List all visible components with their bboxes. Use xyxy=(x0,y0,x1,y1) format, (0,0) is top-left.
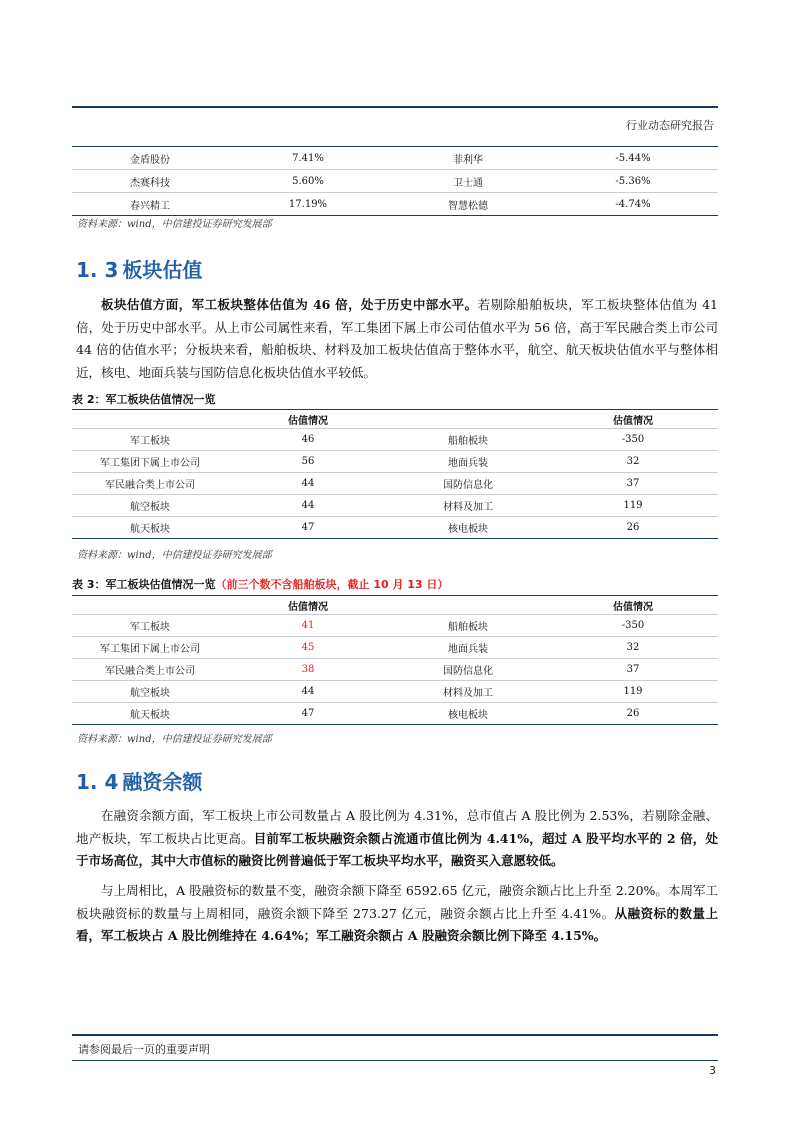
table-row xyxy=(72,517,718,539)
weekly-summary-bold: 从融资标的数量上看，军工板块占 A 股比例维持在 4.64%；军工融资余额占 A 股融资余额比例下降至 4.15%。 xyxy=(76,905,718,943)
sector-name: 国防信息化 xyxy=(388,659,548,681)
table-row xyxy=(72,659,718,681)
sector-name: 航天板块 xyxy=(72,517,228,539)
margin-detail: 在融资余额方面，军工板块上市公司数量占 A 股比例为 4.31%，总市值占 A 股比例为 2.53%，若剔除金融、地产板块，军工板块占比更高。 xyxy=(76,808,718,846)
margin-summary-bold: 目前军工板块融资余额占流通市值比例为 4.41%，超过 A 股平均水平的 2 倍，处于市场高位，其中大市值标的融资比例普遍低于军工板块平均水平，融资买入意愿较低。 xyxy=(76,830,718,868)
table3-caption-title: 表 3：军工板块估值情况一览 xyxy=(72,578,216,591)
valuation-paragraph xyxy=(76,294,718,384)
section-number: 1. 4 xyxy=(76,770,119,794)
table-row xyxy=(72,451,718,473)
valuation-table xyxy=(72,409,718,539)
table-row xyxy=(72,193,718,216)
pe-value-highlight: 38 xyxy=(228,659,388,681)
sector-name: 地面兵装 xyxy=(388,637,548,659)
pe-value: 32 xyxy=(548,637,718,659)
report-type-label: 行业动态研究报告 xyxy=(626,119,714,132)
sector-name: 军民融合类上市公司 xyxy=(72,473,228,495)
header-cell xyxy=(388,410,548,429)
table-row xyxy=(72,637,718,659)
header-cell xyxy=(72,410,228,429)
header-cell: 估值情况 xyxy=(548,410,718,429)
sector-name: 军工板块 xyxy=(72,615,228,637)
sector-name: 航空板块 xyxy=(72,495,228,517)
valuation-table-ex-shipbuilding xyxy=(72,595,718,725)
pe-value: 56 xyxy=(228,451,388,473)
pe-value-highlight: 45 xyxy=(228,637,388,659)
pe-value-highlight: 41 xyxy=(228,615,388,637)
stock-change: 17.19% xyxy=(228,193,388,216)
sector-name: 军民融合类上市公司 xyxy=(72,659,228,681)
page-number: 3 xyxy=(709,1064,716,1077)
footer-rule-bottom xyxy=(72,1060,718,1061)
table3-source: 资料来源：wind，中信建投证券研究发展部 xyxy=(77,734,272,745)
sector-name: 材料及加工 xyxy=(388,681,548,703)
sector-name: 国防信息化 xyxy=(388,473,548,495)
pe-value: 44 xyxy=(228,495,388,517)
stock-change: 7.41% xyxy=(228,147,388,170)
sector-name: 航空板块 xyxy=(72,681,228,703)
section-number: 1. 3 xyxy=(76,258,119,282)
sector-name: 船舶板块 xyxy=(388,429,548,451)
pe-value: 47 xyxy=(228,703,388,725)
sector-name: 军工集团下属上市公司 xyxy=(72,451,228,473)
table1-source: 资料来源：wind，中信建投证券研究发展部 xyxy=(77,219,272,230)
pe-value: -350 xyxy=(548,429,718,451)
pe-value: 119 xyxy=(548,495,718,517)
stock-name: 卫士通 xyxy=(388,170,548,193)
header-rule xyxy=(72,106,718,108)
pe-value: -350 xyxy=(548,615,718,637)
header-cell: 估值情况 xyxy=(228,596,388,615)
table-row xyxy=(72,495,718,517)
sector-name: 航天板块 xyxy=(72,703,228,725)
table-row xyxy=(72,429,718,451)
stock-name: 菲利华 xyxy=(388,147,548,170)
pe-value: 44 xyxy=(228,473,388,495)
table2-source: 资料来源：wind，中信建投证券研究发展部 xyxy=(77,550,272,561)
weekly-detail: 与上周相比，A 股融资标的数量不变，融资余额下降至 6592.65 亿元，融资余额占比上升至 2.20%。本周军工板块融资标的数量与上周相同，融资余额下降至 273.27 亿元，融资余额占比上升至 4.41%。 xyxy=(76,883,718,921)
sector-name: 军工集团下属上市公司 xyxy=(72,637,228,659)
pe-value: 47 xyxy=(228,517,388,539)
sector-name: 地面兵装 xyxy=(388,451,548,473)
pe-value: 32 xyxy=(548,451,718,473)
pe-value: 119 xyxy=(548,681,718,703)
header-cell: 估值情况 xyxy=(548,596,718,615)
sector-name: 材料及加工 xyxy=(388,495,548,517)
table-row xyxy=(72,681,718,703)
header-cell xyxy=(72,596,228,615)
stock-change-table xyxy=(72,146,718,216)
pe-value: 44 xyxy=(228,681,388,703)
pe-value: 26 xyxy=(548,703,718,725)
table-row xyxy=(72,170,718,193)
table-row xyxy=(72,147,718,170)
margin-paragraph-1 xyxy=(76,805,718,873)
stock-name: 智慧松德 xyxy=(388,193,548,216)
table-row xyxy=(72,615,718,637)
section-title: 融资余额 xyxy=(122,770,203,794)
stock-name: 金盾股份 xyxy=(72,147,228,170)
sector-name: 军工板块 xyxy=(72,429,228,451)
margin-paragraph-2 xyxy=(76,880,718,948)
table3-caption xyxy=(72,576,448,592)
pe-value: 46 xyxy=(228,429,388,451)
table-row xyxy=(72,703,718,725)
pe-value: 37 xyxy=(548,659,718,681)
sector-name: 核电板块 xyxy=(388,517,548,539)
stock-name: 春兴精工 xyxy=(72,193,228,216)
stock-change: -5.44% xyxy=(548,147,718,170)
footer-rule xyxy=(72,1034,718,1036)
sector-name: 船舶板块 xyxy=(388,615,548,637)
section-title: 板块估值 xyxy=(122,258,203,282)
stock-change: -5.36% xyxy=(548,170,718,193)
stock-name: 杰赛科技 xyxy=(72,170,228,193)
section-heading-1-4 xyxy=(76,766,202,795)
header-cell: 估值情况 xyxy=(228,410,388,429)
sector-name: 核电板块 xyxy=(388,703,548,725)
stock-change: 5.60% xyxy=(228,170,388,193)
pe-value: 26 xyxy=(548,517,718,539)
valuation-summary-bold: 板块估值方面，军工板块整体估值为 46 倍，处于历史中部水平。 xyxy=(101,297,478,312)
header-cell xyxy=(388,596,548,615)
table-header-row xyxy=(72,596,718,615)
section-heading-1-3 xyxy=(76,254,202,283)
table3-caption-note: （前三个数不含船舶板块，截止 10 月 13 日） xyxy=(215,578,449,591)
footer-disclaimer: 请参阅最后一页的重要声明 xyxy=(78,1043,210,1056)
table-header-row xyxy=(72,410,718,429)
stock-change: -4.74% xyxy=(548,193,718,216)
valuation-detail: 若剔除船舶板块，军工板块整体估值为 41 倍，处于历史中部水平。从上市公司属性来看，军工集团下属上市公司估值水平为 56 倍，高于军民融合类上市公司 44 倍的估值水平；分板块来看，船舶板块、材料及加工板块估值高于整体水平，航空、航天板块估值水平与整体相近，核电、地面兵装与国防信息化板块估值水平较低。 xyxy=(76,297,718,380)
table2-caption: 表 2：军工板块估值情况一览 xyxy=(72,393,216,406)
pe-value: 37 xyxy=(548,473,718,495)
table-row xyxy=(72,473,718,495)
